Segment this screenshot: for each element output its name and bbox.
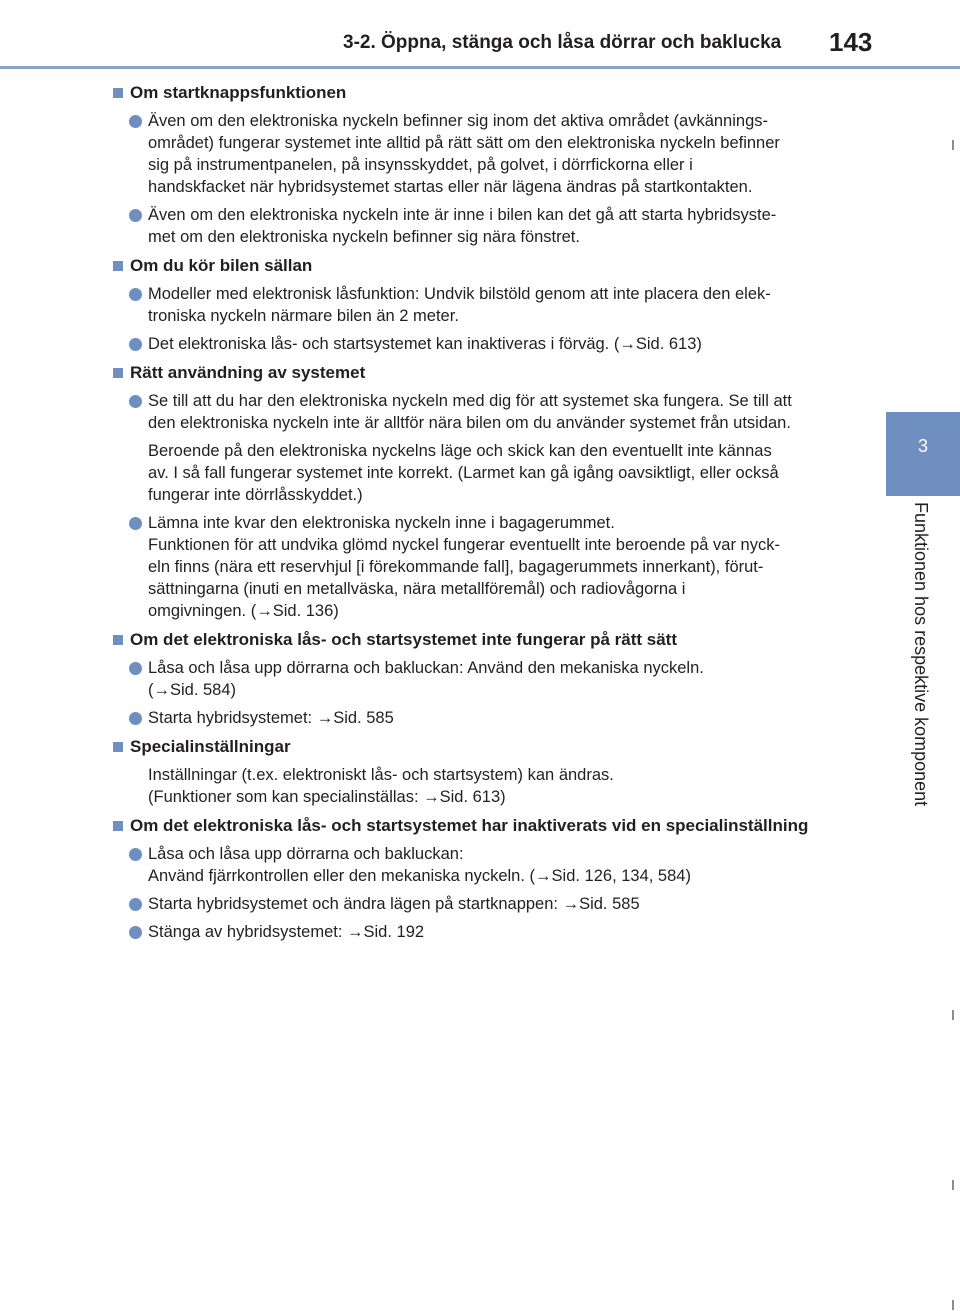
section-heading <box>110 735 850 759</box>
text-line: Starta hybridsystemet och ändra lägen på startknappen: →Sid. 585 <box>148 895 640 913</box>
text-line: området) fungerar systemet inte alltid på rätt sätt om den elektroniska nyckeln befinner <box>148 134 780 152</box>
text-line: Inställningar (t.ex. elektroniskt lås- och startsystem) kan ändras. <box>148 766 614 784</box>
text-line: Starta hybridsystemet: →Sid. 585 <box>148 709 394 727</box>
text-line: Låsa och låsa upp dörrarna och bakluckan: Använd den mekaniska nyckeln. <box>148 659 704 677</box>
bullet-item <box>110 843 850 887</box>
bullet-dot-icon <box>129 662 142 675</box>
section-heading-text: Om det elektroniska lås- och startsystemet inte fungerar på rätt sätt <box>130 630 678 649</box>
square-bullet-icon <box>113 742 123 752</box>
bullet-item <box>110 110 850 198</box>
chapter-tab[interactable] <box>886 412 960 496</box>
text-line: sättningarna (inuti en metallväska, nära metallföremål) och radiovågorna i <box>148 580 686 598</box>
section <box>110 735 850 808</box>
section <box>110 254 850 355</box>
text-line: fungerar inte dörrlåsskyddet.) <box>148 486 363 504</box>
section <box>110 628 850 729</box>
bullet-dot-icon <box>129 338 142 351</box>
bullet-item <box>110 333 850 355</box>
text-line: Modeller med elektronisk låsfunktion: Undvik bilstöld genom att inte placera den elek- <box>148 285 771 303</box>
text-line: Se till att du har den elektroniska nyckeln med dig för att systemet ska fungera. Se till att <box>148 392 792 410</box>
text-line: omgivningen. (→Sid. 136) <box>148 602 339 620</box>
text-line: Använd fjärrkontrollen eller den mekaniska nyckeln. (→Sid. 126, 134, 584) <box>148 867 691 885</box>
section-heading <box>110 254 850 278</box>
square-bullet-icon <box>113 635 123 645</box>
section-heading-text: Specialinställningar <box>130 737 291 756</box>
text-line: Funktionen för att undvika glömd nyckel fungerar eventuellt inte beroende på var nyck- <box>148 536 780 554</box>
bullet-item <box>110 512 850 622</box>
page-header-title: 3-2. Öppna, stänga och låsa dörrar och baklucka <box>343 32 782 53</box>
text-line: Även om den elektroniska nyckeln befinner sig inom det aktiva området (avkännings- <box>148 112 768 130</box>
square-bullet-icon <box>113 368 123 378</box>
section-heading <box>110 81 850 105</box>
bullet-dot-icon <box>129 898 142 911</box>
paragraph <box>110 440 850 506</box>
text-line: (→Sid. 584) <box>148 681 237 699</box>
page-number: 143 <box>829 27 873 57</box>
square-bullet-icon <box>113 88 123 98</box>
section-heading-text: Om du kör bilen sällan <box>130 256 313 275</box>
text-line: met om den elektroniska nyckeln befinner sig nära fönstret. <box>148 228 580 246</box>
text-line: Låsa och låsa upp dörrarna och bakluckan: <box>148 845 464 863</box>
section-heading <box>110 361 850 385</box>
bullet-dot-icon <box>129 288 142 301</box>
main-content <box>110 78 850 949</box>
text-line: Beroende på den elektroniska nyckelns läge och skick kan den eventuellt inte kännas <box>148 442 772 460</box>
section-heading <box>110 628 850 652</box>
text-line: Det elektroniska lås- och startsystemet kan inaktiveras i förväg. (→Sid. 613) <box>148 335 702 353</box>
section-heading-text: Rätt användning av systemet <box>130 363 366 382</box>
bullet-item <box>110 204 850 248</box>
crop-mark <box>952 140 954 150</box>
bullet-dot-icon <box>129 517 142 530</box>
section-heading <box>110 814 850 838</box>
text-line: sig på instrumentpanelen, på insynsskyddet, på golvet, i dörrfickorna eller i <box>148 156 693 174</box>
crop-mark <box>952 1300 954 1310</box>
bullet-item <box>110 707 850 729</box>
bullet-dot-icon <box>129 115 142 128</box>
bullet-item <box>110 893 850 915</box>
paragraph <box>110 764 850 808</box>
bullet-item <box>110 390 850 434</box>
bullet-dot-icon <box>129 712 142 725</box>
bullet-item <box>110 921 850 943</box>
bullet-dot-icon <box>129 395 142 408</box>
text-line: handskfacket när hybridsystemet startas eller när lägena ändras på startkontakten. <box>148 178 753 196</box>
text-line: den elektroniska nyckeln inte är alltför nära bilen om du använder systemet från utsidan. <box>148 414 791 432</box>
bullet-dot-icon <box>129 848 142 861</box>
text-line: (Funktioner som kan specialinställas: →Sid. 613) <box>148 788 506 806</box>
chapter-number: 3 <box>917 436 928 456</box>
text-line: av. I så fall fungerar systemet inte korrekt. (Larmet kan gå igång oavsiktligt, eller också <box>148 464 779 482</box>
bullet-item <box>110 657 850 701</box>
square-bullet-icon <box>113 821 123 831</box>
section-heading-text: Om startknappsfunktionen <box>130 83 347 102</box>
bullet-dot-icon <box>129 926 142 939</box>
text-line: troniska nyckeln närmare bilen än 2 meter. <box>148 307 459 325</box>
crop-mark <box>952 1180 954 1190</box>
chapter-label: Funktionen hos respektive komponent <box>911 502 931 807</box>
text-line: Lämna inte kvar den elektroniska nyckeln inne i bagagerummet. <box>148 514 615 532</box>
bullet-item <box>110 283 850 327</box>
square-bullet-icon <box>113 261 123 271</box>
text-line: eln finns (nära ett reservhjul [i förekommande fall], bagagerummets innerkant), förut- <box>148 558 764 576</box>
header-rule <box>0 66 960 69</box>
bullet-dot-icon <box>129 209 142 222</box>
section-heading-text: Om det elektroniska lås- och startsystemet har inaktiverats vid en specialinställning <box>130 816 809 835</box>
text-line: Stänga av hybridsystemet: →Sid. 192 <box>148 923 425 941</box>
section <box>110 81 850 248</box>
text-line: Även om den elektroniska nyckeln inte är inne i bilen kan det gå att starta hybridsyste- <box>148 206 777 224</box>
section <box>110 361 850 622</box>
crop-mark <box>952 1010 954 1020</box>
section <box>110 814 850 943</box>
